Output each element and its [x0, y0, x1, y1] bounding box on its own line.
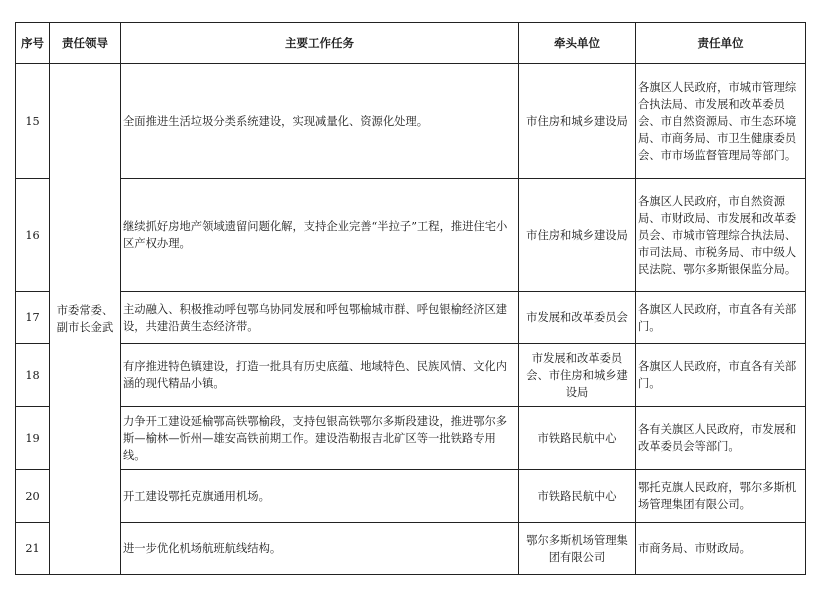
row-number: 20 [16, 470, 50, 523]
row-number: 17 [16, 292, 50, 344]
resp-unit-cell: 各旗区人民政府，市城市管理综合执法局、市发展和改革委员会、市自然资源局、市生态环境局、市商务局、市卫生健康委员会、市市场监督管理局等部门。 [636, 64, 806, 179]
task-cell: 全面推进生活垃圾分类系统建设，实现减量化、资源化处理。 [121, 64, 519, 179]
lead-unit-cell: 市住房和城乡建设局 [519, 64, 636, 179]
header-task: 主要工作任务 [121, 23, 519, 64]
lead-unit-cell: 市铁路民航中心 [519, 407, 636, 470]
task-cell: 进一步优化机场航班航线结构。 [121, 523, 519, 575]
row-number: 19 [16, 407, 50, 470]
resp-unit-cell: 各旗区人民政府，市直各有关部门。 [636, 344, 806, 407]
header-lead-unit: 牵头单位 [519, 23, 636, 64]
task-cell: 有序推进特色镇建设，打造一批具有历史底蕴、地域特色、民族风情、文化内涵的现代精品小镇。 [121, 344, 519, 407]
header-leader: 责任领导 [50, 23, 121, 64]
lead-unit-cell: 市住房和城乡建设局 [519, 179, 636, 292]
table-row [16, 179, 806, 292]
header-row [16, 23, 806, 64]
resp-unit-cell: 各旗区人民政府，市直各有关部门。 [636, 292, 806, 344]
table-row [16, 523, 806, 575]
task-cell: 开工建设鄂托克旗通用机场。 [121, 470, 519, 523]
table-row [16, 470, 806, 523]
task-cell: 继续抓好房地产领域遗留问题化解，支持企业完善“半拉子”工程，推进住宅小区产权办理。 [121, 179, 519, 292]
responsible-leader: 市委常委、副市长金武 [50, 64, 121, 575]
lead-unit-cell: 市发展和改革委员会、市住房和城乡建设局 [519, 344, 636, 407]
resp-unit-cell: 各旗区人民政府，市自然资源局、市财政局、市发展和改革委员会、市城市管理综合执法局、市司法局、市税务局、市中级人民法院、鄂尔多斯银保监分局。 [636, 179, 806, 292]
row-number: 18 [16, 344, 50, 407]
table-row [16, 407, 806, 470]
row-number: 15 [16, 64, 50, 179]
row-number: 21 [16, 523, 50, 575]
lead-unit-cell: 市铁路民航中心 [519, 470, 636, 523]
header-no: 序号 [16, 23, 50, 64]
header-resp-unit: 责任单位 [636, 23, 806, 64]
table-row [16, 292, 806, 344]
lead-unit-cell: 鄂尔多斯机场管理集团有限公司 [519, 523, 636, 575]
table-row [16, 64, 806, 179]
lead-unit-cell: 市发展和改革委员会 [519, 292, 636, 344]
task-table [15, 22, 806, 575]
task-cell: 力争开工建设延榆鄂高铁鄂榆段，支持包银高铁鄂尔多斯段建设，推进鄂尔多斯—榆林—忻州—雄安高铁前期工作。建设浩勒报吉北矿区等一批铁路专用线。 [121, 407, 519, 470]
row-number: 16 [16, 179, 50, 292]
table-row [16, 344, 806, 407]
resp-unit-cell: 市商务局、市财政局。 [636, 523, 806, 575]
task-cell: 主动融入、积极推动呼包鄂乌协同发展和呼包鄂榆城市群、呼包银榆经济区建设，共建沿黄生态经济带。 [121, 292, 519, 344]
resp-unit-cell: 鄂托克旗人民政府，鄂尔多斯机场管理集团有限公司。 [636, 470, 806, 523]
resp-unit-cell: 各有关旗区人民政府，市发展和改革委员会等部门。 [636, 407, 806, 470]
